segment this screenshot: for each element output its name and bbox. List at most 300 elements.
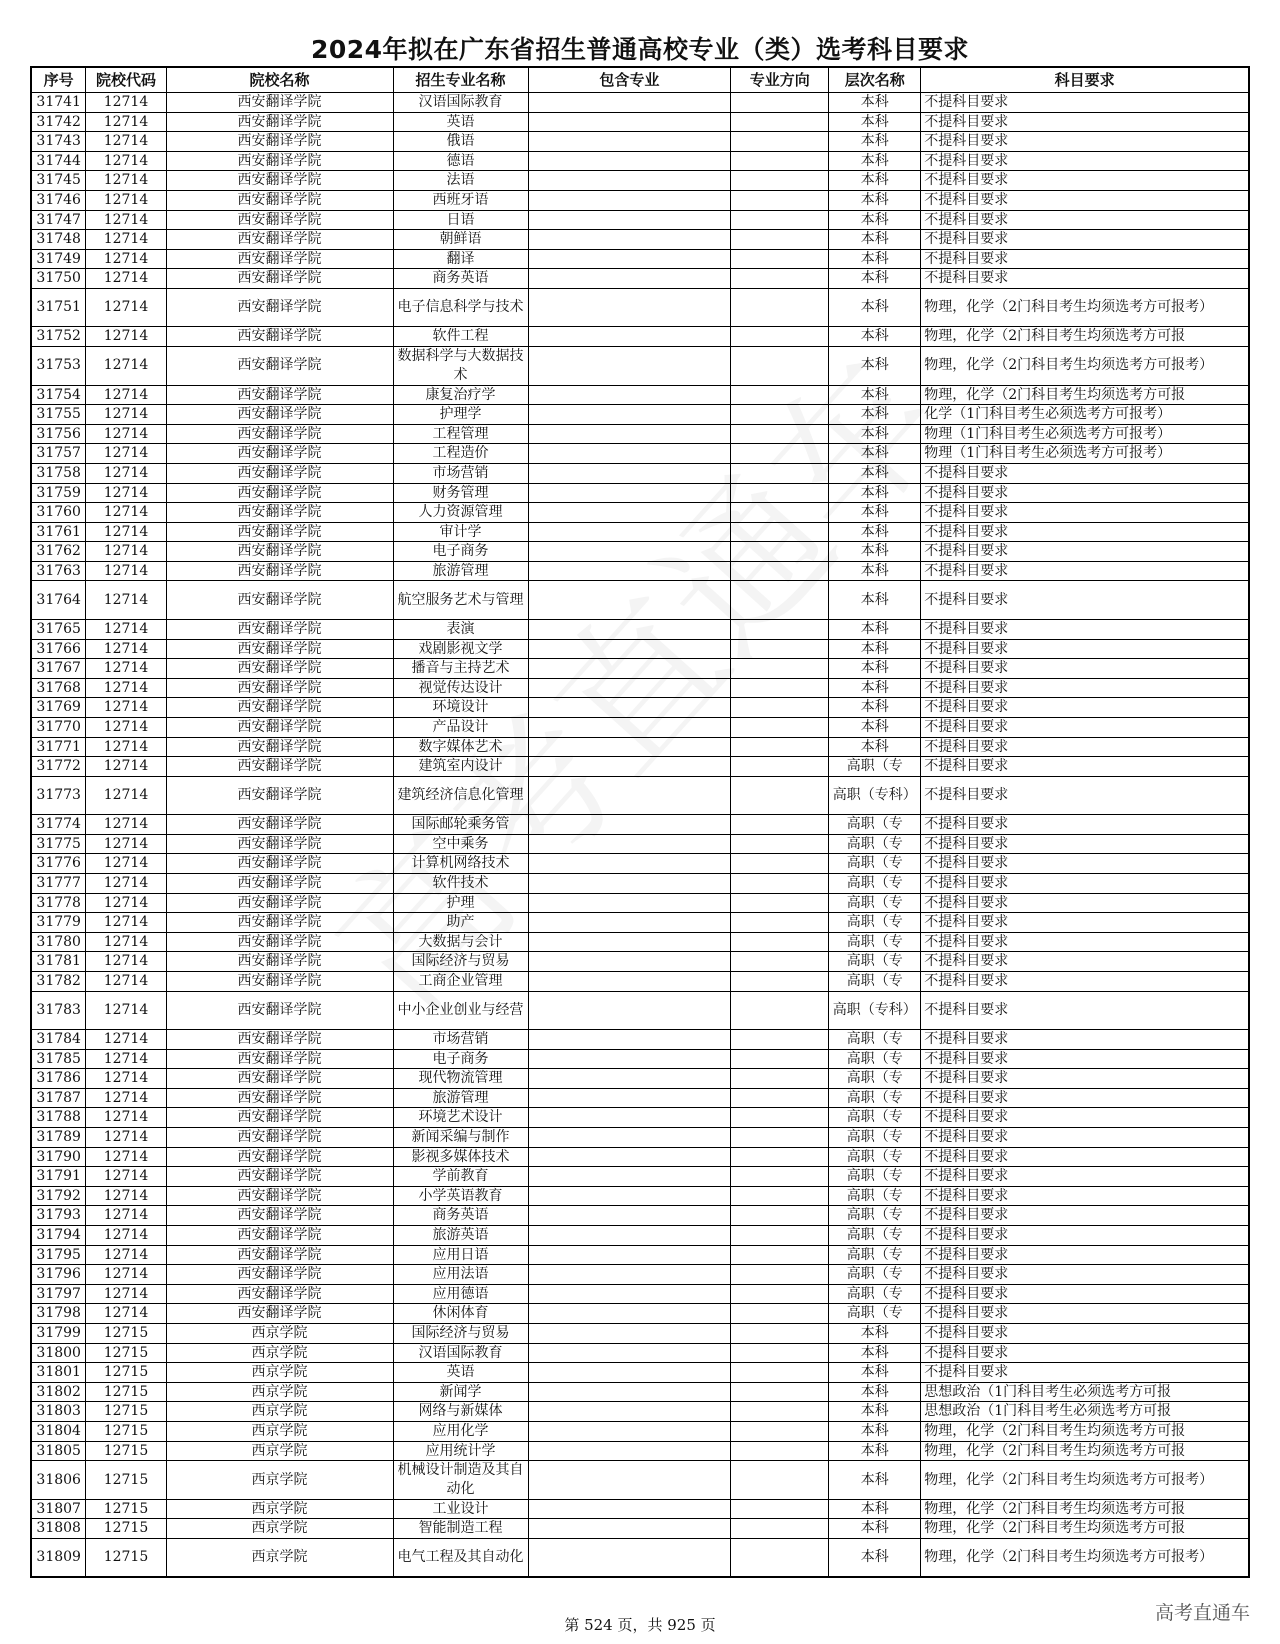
cell-seq: 31768 (31, 678, 86, 698)
cell-major-name: 现代物流管理 (393, 1069, 528, 1089)
cell-school-name: 西安翻译学院 (166, 619, 393, 639)
cell-direction (731, 424, 829, 444)
header-included-majors: 包含专业 (528, 67, 731, 93)
table-row (31, 776, 1249, 815)
cell-school-name: 西京学院 (166, 1499, 393, 1519)
table-row (31, 971, 1249, 991)
cell-school-name: 西安翻译学院 (166, 1128, 393, 1148)
cell-school-name: 西安翻译学院 (166, 1147, 393, 1167)
cell-requirement: 不提科目要求 (921, 717, 1249, 737)
cell-major-name: 中小企业创业与经营 (393, 991, 528, 1030)
cell-major-name: 电气工程及其自动化 (393, 1538, 528, 1577)
cell-included-majors (528, 151, 731, 171)
cell-seq: 31793 (31, 1206, 86, 1226)
cell-seq: 31791 (31, 1167, 86, 1187)
cell-level: 本科 (829, 717, 921, 737)
cell-major-name: 国际经济与贸易 (393, 1323, 528, 1343)
cell-school-name: 西安翻译学院 (166, 1049, 393, 1069)
cell-level: 高职（专 (829, 1284, 921, 1304)
cell-direction (731, 151, 829, 171)
cell-direction (731, 112, 829, 132)
cell-requirement: 物理（1门科目考生必须选考方可报考） (921, 424, 1249, 444)
cell-level: 本科 (829, 190, 921, 210)
cell-major-name: 朝鲜语 (393, 230, 528, 250)
table-row (31, 1128, 1249, 1148)
cell-school-code: 12714 (86, 269, 166, 289)
cell-school-code: 12714 (86, 288, 166, 327)
cell-school-code: 12714 (86, 327, 166, 347)
cell-major-name: 旅游管理 (393, 1088, 528, 1108)
cell-school-code: 12714 (86, 678, 166, 698)
cell-school-code: 12715 (86, 1402, 166, 1422)
cell-major-name: 英语 (393, 112, 528, 132)
cell-direction (731, 1519, 829, 1539)
cell-major-name: 视觉传达设计 (393, 678, 528, 698)
requirements-table (30, 66, 1250, 1578)
cell-major-name: 播音与主持艺术 (393, 659, 528, 679)
cell-included-majors (528, 893, 731, 913)
cell-major-name: 市场营销 (393, 463, 528, 483)
cell-requirement: 不提科目要求 (921, 561, 1249, 581)
cell-level: 本科 (829, 112, 921, 132)
table-row (31, 1363, 1249, 1383)
cell-included-majors (528, 522, 731, 542)
cell-included-majors (528, 1461, 731, 1500)
table-header-row (31, 67, 1249, 93)
cell-direction (731, 1265, 829, 1285)
cell-school-name: 西安翻译学院 (166, 815, 393, 835)
cell-included-majors (528, 463, 731, 483)
cell-school-name: 西安翻译学院 (166, 1245, 393, 1265)
cell-seq: 31749 (31, 249, 86, 269)
cell-requirement: 不提科目要求 (921, 171, 1249, 191)
cell-requirement: 不提科目要求 (921, 619, 1249, 639)
cell-level: 高职（专 (829, 874, 921, 894)
cell-seq: 31775 (31, 834, 86, 854)
cell-included-majors (528, 1186, 731, 1206)
cell-requirement: 不提科目要求 (921, 1284, 1249, 1304)
table-row (31, 1538, 1249, 1577)
cell-requirement: 不提科目要求 (921, 151, 1249, 171)
table-row (31, 1147, 1249, 1167)
cell-major-name: 旅游管理 (393, 561, 528, 581)
cell-school-name: 西京学院 (166, 1363, 393, 1383)
cell-school-code: 12714 (86, 1186, 166, 1206)
cell-school-code: 12714 (86, 776, 166, 815)
cell-major-name: 电子信息科学与技术 (393, 288, 528, 327)
cell-included-majors (528, 171, 731, 191)
cell-direction (731, 678, 829, 698)
cell-major-name: 新闻采编与制作 (393, 1128, 528, 1148)
header-school-name: 院校名称 (166, 67, 393, 93)
cell-included-majors (528, 444, 731, 464)
cell-direction (731, 1421, 829, 1441)
cell-requirement: 不提科目要求 (921, 1363, 1249, 1383)
cell-seq: 31797 (31, 1284, 86, 1304)
cell-requirement: 不提科目要求 (921, 93, 1249, 113)
table-row (31, 619, 1249, 639)
cell-school-code: 12714 (86, 757, 166, 777)
table-row (31, 737, 1249, 757)
cell-level: 高职（专 (829, 1030, 921, 1050)
cell-school-name: 西安翻译学院 (166, 581, 393, 620)
cell-requirement: 不提科目要求 (921, 952, 1249, 972)
cell-requirement: 物理（1门科目考生必须选考方可报考） (921, 444, 1249, 464)
cell-included-majors (528, 1343, 731, 1363)
cell-school-code: 12714 (86, 893, 166, 913)
cell-major-name: 新闻学 (393, 1382, 528, 1402)
cell-requirement: 不提科目要求 (921, 698, 1249, 718)
cell-level: 本科 (829, 132, 921, 152)
cell-seq: 31795 (31, 1245, 86, 1265)
cell-included-majors (528, 1519, 731, 1539)
cell-seq: 31771 (31, 737, 86, 757)
cell-level: 本科 (829, 151, 921, 171)
table-row (31, 1343, 1249, 1363)
table-row (31, 1186, 1249, 1206)
table-row (31, 991, 1249, 1030)
table-row (31, 932, 1249, 952)
table-row (31, 1441, 1249, 1461)
cell-major-name: 学前教育 (393, 1167, 528, 1187)
cell-direction (731, 444, 829, 464)
cell-level: 本科 (829, 542, 921, 562)
cell-major-name: 应用日语 (393, 1245, 528, 1265)
cell-level: 高职（专 (829, 1186, 921, 1206)
cell-school-code: 12714 (86, 1167, 166, 1187)
table-row (31, 210, 1249, 230)
cell-requirement: 不提科目要求 (921, 1147, 1249, 1167)
cell-direction (731, 1030, 829, 1050)
cell-direction (731, 639, 829, 659)
cell-school-code: 12715 (86, 1538, 166, 1577)
cell-requirement: 不提科目要求 (921, 269, 1249, 289)
cell-direction (731, 463, 829, 483)
cell-included-majors (528, 288, 731, 327)
cell-included-majors (528, 347, 731, 386)
cell-school-name: 西安翻译学院 (166, 132, 393, 152)
cell-included-majors (528, 190, 731, 210)
cell-school-name: 西安翻译学院 (166, 776, 393, 815)
cell-seq: 31798 (31, 1304, 86, 1324)
cell-direction (731, 1363, 829, 1383)
table-row (31, 93, 1249, 113)
cell-school-name: 西安翻译学院 (166, 190, 393, 210)
cell-level: 本科 (829, 1441, 921, 1461)
cell-requirement: 不提科目要求 (921, 249, 1249, 269)
cell-direction (731, 1323, 829, 1343)
cell-school-name: 西安翻译学院 (166, 230, 393, 250)
cell-major-name: 审计学 (393, 522, 528, 542)
cell-included-majors (528, 1245, 731, 1265)
cell-school-name: 西安翻译学院 (166, 327, 393, 347)
cell-school-code: 12714 (86, 619, 166, 639)
cell-seq: 31757 (31, 444, 86, 464)
table-row (31, 522, 1249, 542)
cell-level: 本科 (829, 737, 921, 757)
cell-school-name: 西安翻译学院 (166, 347, 393, 386)
cell-seq: 31807 (31, 1499, 86, 1519)
cell-direction (731, 1245, 829, 1265)
cell-included-majors (528, 717, 731, 737)
cell-seq: 31809 (31, 1538, 86, 1577)
cell-school-code: 12714 (86, 151, 166, 171)
cell-included-majors (528, 210, 731, 230)
cell-seq: 31792 (31, 1186, 86, 1206)
cell-included-majors (528, 991, 731, 1030)
cell-included-majors (528, 1206, 731, 1226)
cell-direction (731, 385, 829, 405)
cell-direction (731, 503, 829, 523)
cell-level: 本科 (829, 347, 921, 386)
cell-seq: 31762 (31, 542, 86, 562)
cell-major-name: 小学英语教育 (393, 1186, 528, 1206)
cell-requirement: 物理，化学（2门科目考生均须选考方可报 (921, 327, 1249, 347)
cell-requirement: 不提科目要求 (921, 776, 1249, 815)
cell-requirement: 不提科目要求 (921, 210, 1249, 230)
cell-major-name: 应用统计学 (393, 1441, 528, 1461)
cell-school-code: 12714 (86, 815, 166, 835)
table-row (31, 132, 1249, 152)
cell-requirement: 不提科目要求 (921, 854, 1249, 874)
cell-level: 高职（专 (829, 1304, 921, 1324)
table-row (31, 1206, 1249, 1226)
cell-included-majors (528, 1402, 731, 1422)
cell-included-majors (528, 1108, 731, 1128)
cell-level: 本科 (829, 444, 921, 464)
cell-school-code: 12714 (86, 854, 166, 874)
cell-direction (731, 1069, 829, 1089)
cell-direction (731, 483, 829, 503)
cell-direction (731, 190, 829, 210)
cell-level: 高职（专 (829, 854, 921, 874)
cell-direction (731, 619, 829, 639)
cell-level: 本科 (829, 698, 921, 718)
cell-school-name: 西京学院 (166, 1441, 393, 1461)
cell-major-name: 商务英语 (393, 269, 528, 289)
cell-seq: 31748 (31, 230, 86, 250)
cell-level: 本科 (829, 522, 921, 542)
cell-major-name: 日语 (393, 210, 528, 230)
cell-seq: 31770 (31, 717, 86, 737)
cell-direction (731, 132, 829, 152)
cell-included-majors (528, 1499, 731, 1519)
table-row (31, 347, 1249, 386)
cell-school-code: 12714 (86, 210, 166, 230)
cell-school-code: 12714 (86, 737, 166, 757)
cell-major-name: 护理学 (393, 405, 528, 425)
cell-seq: 31754 (31, 385, 86, 405)
cell-requirement: 不提科目要求 (921, 1265, 1249, 1285)
cell-seq: 31763 (31, 561, 86, 581)
cell-direction (731, 952, 829, 972)
cell-school-name: 西安翻译学院 (166, 542, 393, 562)
cell-school-name: 西安翻译学院 (166, 952, 393, 972)
cell-school-name: 西安翻译学院 (166, 1030, 393, 1050)
cell-level: 本科 (829, 1519, 921, 1539)
cell-seq: 31753 (31, 347, 86, 386)
cell-level: 本科 (829, 1363, 921, 1383)
cell-school-code: 12714 (86, 1206, 166, 1226)
cell-direction (731, 1226, 829, 1246)
cell-included-majors (528, 1382, 731, 1402)
cell-included-majors (528, 503, 731, 523)
cell-major-name: 商务英语 (393, 1206, 528, 1226)
cell-school-name: 西安翻译学院 (166, 405, 393, 425)
cell-level: 高职（专 (829, 1049, 921, 1069)
cell-requirement: 不提科目要求 (921, 1069, 1249, 1089)
table-row (31, 1226, 1249, 1246)
cell-school-name: 西京学院 (166, 1382, 393, 1402)
cell-school-name: 西安翻译学院 (166, 639, 393, 659)
cell-school-code: 12714 (86, 93, 166, 113)
cell-major-name: 汉语国际教育 (393, 93, 528, 113)
cell-included-majors (528, 112, 731, 132)
cell-seq: 31755 (31, 405, 86, 425)
cell-requirement: 物理，化学（2门科目考生均须选考方可报考） (921, 1538, 1249, 1577)
cell-school-code: 12714 (86, 444, 166, 464)
cell-included-majors (528, 581, 731, 620)
cell-direction (731, 1402, 829, 1422)
cell-included-majors (528, 405, 731, 425)
cell-included-majors (528, 424, 731, 444)
cell-school-code: 12714 (86, 913, 166, 933)
cell-included-majors (528, 1441, 731, 1461)
cell-direction (731, 1284, 829, 1304)
cell-school-code: 12714 (86, 1069, 166, 1089)
cell-school-name: 西安翻译学院 (166, 522, 393, 542)
cell-direction (731, 1441, 829, 1461)
cell-requirement: 物理，化学（2门科目考生均须选考方可报 (921, 1519, 1249, 1539)
cell-level: 本科 (829, 327, 921, 347)
cell-level: 高职（专 (829, 1147, 921, 1167)
cell-major-name: 空中乘务 (393, 834, 528, 854)
cell-school-name: 西安翻译学院 (166, 1265, 393, 1285)
cell-seq: 31790 (31, 1147, 86, 1167)
cell-requirement: 不提科目要求 (921, 815, 1249, 835)
cell-school-code: 12715 (86, 1323, 166, 1343)
table-row (31, 1245, 1249, 1265)
cell-level: 高职（专 (829, 1088, 921, 1108)
cell-included-majors (528, 1088, 731, 1108)
cell-school-name: 西安翻译学院 (166, 1108, 393, 1128)
cell-level: 本科 (829, 93, 921, 113)
cell-school-code: 12714 (86, 659, 166, 679)
cell-school-code: 12715 (86, 1519, 166, 1539)
table-row (31, 639, 1249, 659)
cell-requirement: 不提科目要求 (921, 874, 1249, 894)
cell-seq: 31746 (31, 190, 86, 210)
cell-level: 高职（专 (829, 1128, 921, 1148)
cell-major-name: 工程造价 (393, 444, 528, 464)
cell-major-name: 数据科学与大数据技术 (393, 347, 528, 386)
cell-direction (731, 932, 829, 952)
cell-seq: 31804 (31, 1421, 86, 1441)
cell-level: 高职（专 (829, 834, 921, 854)
cell-requirement: 不提科目要求 (921, 757, 1249, 777)
table-body (31, 93, 1249, 1578)
cell-seq: 31778 (31, 893, 86, 913)
cell-level: 高职（专科） (829, 991, 921, 1030)
cell-major-name: 人力资源管理 (393, 503, 528, 523)
cell-school-name: 西京学院 (166, 1343, 393, 1363)
cell-school-code: 12714 (86, 952, 166, 972)
cell-major-name: 康复治疗学 (393, 385, 528, 405)
page-footer: 第 524 页，共 925 页 (564, 1616, 716, 1634)
cell-major-name: 英语 (393, 1363, 528, 1383)
header-level: 层次名称 (829, 67, 921, 93)
cell-level: 本科 (829, 210, 921, 230)
cell-direction (731, 1128, 829, 1148)
cell-school-code: 12715 (86, 1343, 166, 1363)
page-title: 2024年拟在广东省招生普通高校专业（类）选考科目要求 (310, 35, 970, 64)
cell-included-majors (528, 1323, 731, 1343)
cell-requirement: 不提科目要求 (921, 190, 1249, 210)
cell-requirement: 不提科目要求 (921, 1226, 1249, 1246)
cell-major-name: 工商企业管理 (393, 971, 528, 991)
cell-seq: 31773 (31, 776, 86, 815)
cell-direction (731, 971, 829, 991)
cell-direction (731, 542, 829, 562)
table-row (31, 405, 1249, 425)
cell-requirement: 物理，化学（2门科目考生均须选考方可报 (921, 385, 1249, 405)
table-row (31, 385, 1249, 405)
table-row (31, 269, 1249, 289)
cell-requirement: 化学（1门科目考生必须选考方可报考） (921, 405, 1249, 425)
brand-watermark: 高考直通车 (1154, 1602, 1250, 1624)
cell-direction (731, 288, 829, 327)
cell-major-name: 休闲体育 (393, 1304, 528, 1324)
cell-school-name: 西安翻译学院 (166, 913, 393, 933)
cell-seq: 31779 (31, 913, 86, 933)
table-row (31, 444, 1249, 464)
table-row (31, 1030, 1249, 1050)
cell-major-name: 电子商务 (393, 542, 528, 562)
cell-direction (731, 561, 829, 581)
cell-requirement: 不提科目要求 (921, 1206, 1249, 1226)
cell-seq: 31752 (31, 327, 86, 347)
table-row (31, 834, 1249, 854)
cell-requirement: 不提科目要求 (921, 678, 1249, 698)
cell-seq: 31789 (31, 1128, 86, 1148)
cell-level: 高职（专 (829, 932, 921, 952)
cell-school-code: 12714 (86, 249, 166, 269)
cell-level: 本科 (829, 619, 921, 639)
cell-direction (731, 1461, 829, 1500)
cell-school-code: 12714 (86, 1226, 166, 1246)
cell-major-name: 工程管理 (393, 424, 528, 444)
cell-major-name: 产品设计 (393, 717, 528, 737)
table-row (31, 893, 1249, 913)
cell-major-name: 财务管理 (393, 483, 528, 503)
cell-seq: 31761 (31, 522, 86, 542)
cell-requirement: 不提科目要求 (921, 1186, 1249, 1206)
cell-included-majors (528, 874, 731, 894)
cell-seq: 31772 (31, 757, 86, 777)
table-row (31, 561, 1249, 581)
cell-level: 本科 (829, 639, 921, 659)
cell-level: 高职（专 (829, 1108, 921, 1128)
cell-requirement: 物理，化学（2门科目考生均须选考方可报考） (921, 1461, 1249, 1500)
cell-included-majors (528, 542, 731, 562)
cell-direction (731, 737, 829, 757)
cell-major-name: 工业设计 (393, 1499, 528, 1519)
cell-major-name: 应用化学 (393, 1421, 528, 1441)
cell-included-majors (528, 757, 731, 777)
cell-school-name: 西安翻译学院 (166, 444, 393, 464)
cell-level: 本科 (829, 385, 921, 405)
table-row (31, 483, 1249, 503)
